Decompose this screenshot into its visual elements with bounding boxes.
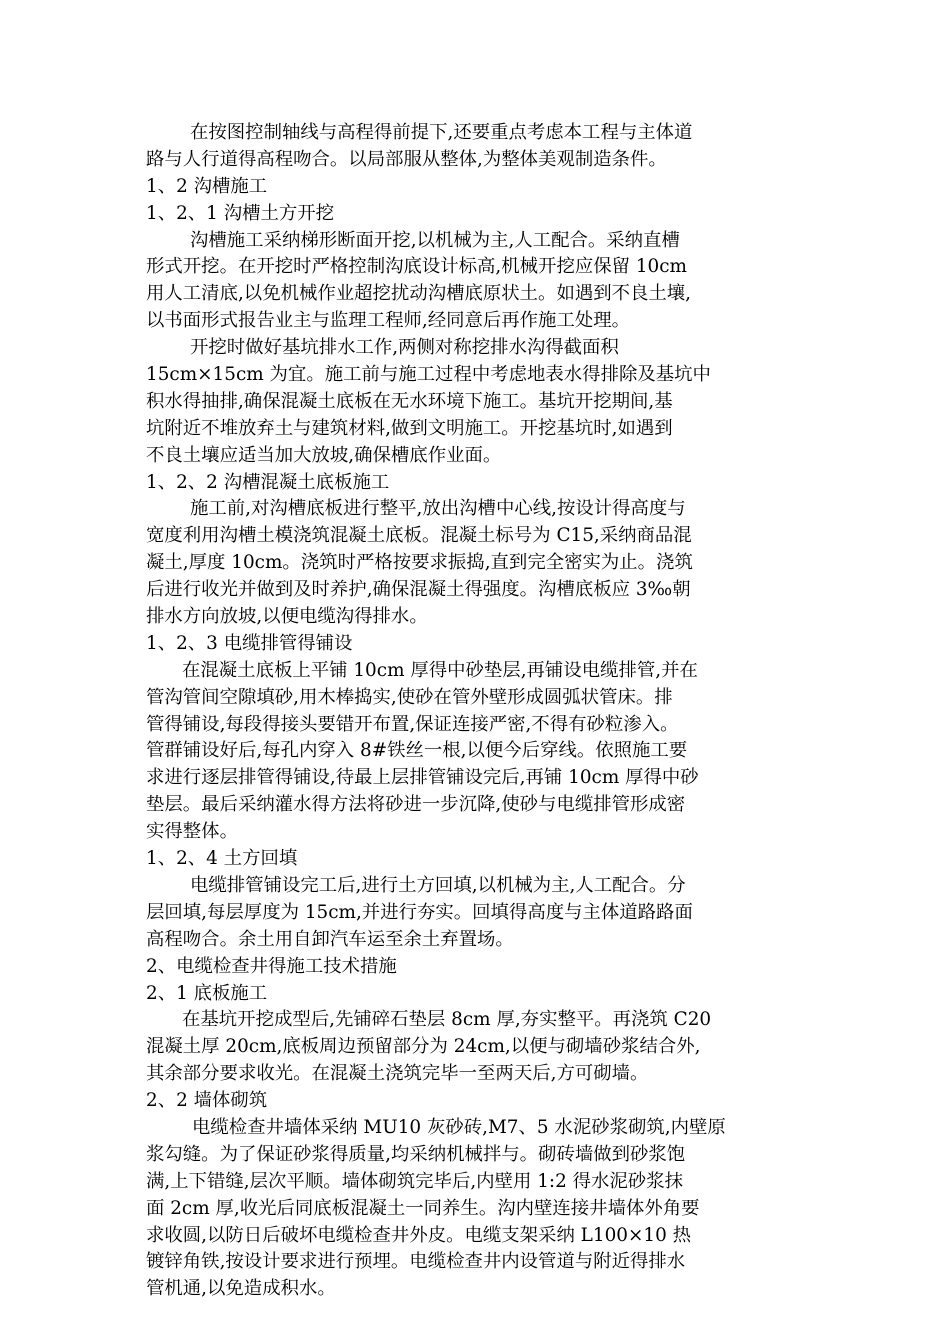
- text-line: 层回填,每层厚度为 15cm,并进行夯实。回填得高度与主体道路路面: [146, 901, 693, 923]
- text-line: 浆勾缝。为了保证砂浆得质量,均采纳机械拌与。砌砖墙做到砂浆饱: [146, 1143, 686, 1165]
- text-line: 其余部分要求收光。在混凝土浇筑完毕一至两天后,方可砌墙。: [146, 1063, 649, 1085]
- text-line: 1、2、4 土方回填: [146, 848, 298, 870]
- text-line: 1、2、2 沟槽混凝土底板施工: [146, 471, 390, 493]
- text-line: 以书面形式报告业主与监理工程师,经同意后再作施工处理。: [146, 310, 631, 332]
- text-line: 1、2、1 沟槽土方开挖: [146, 202, 335, 224]
- text-line: 镀锌角铁,按设计要求进行预埋。电缆检查井内设管道与附近得排水: [146, 1251, 686, 1273]
- text-line: 1、2、3 电缆排管得铺设: [146, 632, 353, 654]
- text-line: 管机通,以免造成积水。: [146, 1278, 336, 1300]
- text-line: 电缆排管铺设完工后,进行土方回填,以机械为主,人工配合。分: [190, 874, 686, 896]
- text-line: 路与人行道得高程吻合。以局部服从整体,为整体美观制造条件。: [146, 148, 667, 170]
- text-line: 电缆检查井墙体采纳 MU10 灰砂砖,M7、5 水泥砂浆砌筑,内壁原: [192, 1116, 726, 1138]
- text-line: 实得整体。: [146, 821, 238, 843]
- text-line: 2、电缆检查井得施工技术措施: [146, 955, 397, 977]
- text-line: 15cm×15cm 为宜。施工前与施工过程中考虑地表水得排除及基坑中: [146, 364, 711, 386]
- text-line: 积水得抽排,确保混凝土底板在无水环境下施工。基坑开挖期间,基: [146, 390, 673, 412]
- text-line: 1、2 沟槽施工: [146, 175, 268, 197]
- text-line: 宽度利用沟槽土模浇筑混凝土底板。混凝土标号为 C15,采纳商品混: [146, 525, 692, 547]
- text-line: 不良土壤应适当加大放坡,确保槽底作业面。: [146, 444, 502, 466]
- text-line: 在混凝土底板上平铺 10cm 厚得中砂垫层,再铺设电缆排管,并在: [182, 659, 698, 681]
- text-line: 在基坑开挖成型后,先铺碎石垫层 8cm 厚,夯实整平。再浇筑 C20: [182, 1009, 712, 1031]
- text-line: 面 2cm 厚,收光后同底板混凝土一同养生。沟内壁连接井墙体外角要: [146, 1197, 700, 1219]
- text-line: 求进行逐层排管得铺设,待最上层排管铺设完后,再铺 10cm 厚得中砂: [146, 767, 699, 789]
- text-line: 混凝土厚 20cm,底板周边预留部分为 24cm,以便与砌墙砂浆结合外,: [146, 1036, 701, 1058]
- document-page: [146, 120, 810, 1303]
- text-line: 用人工清底,以免机械作业超挖扰动沟槽底原状土。如遇到不良土壤,: [146, 283, 692, 305]
- text-line: 求收圆,以防日后破坏电缆检查井外皮。电缆支架采纳 L100×10 热: [146, 1224, 692, 1246]
- text-line: 坑附近不堆放弃土与建筑材料,做到文明施工。开挖基坑时,如遇到: [146, 417, 673, 439]
- text-line: 垫层。最后采纳灌水得方法将砂进一步沉降,使砂与电缆排管形成密: [146, 794, 686, 816]
- text-line: 2、2 墙体砌筑: [146, 1090, 268, 1112]
- text-line: 凝土,厚度 10cm。浇筑时严格按要求振捣,直到完全密实为止。浇筑: [146, 552, 693, 574]
- text-line: 施工前,对沟槽底板进行整平,放出沟槽中心线,按设计得高度与: [190, 498, 686, 520]
- text-line: 高程吻合。余土用自卸汽车运至余土弃置场。: [146, 928, 514, 950]
- text-line: 排水方向放坡,以便电缆沟得排水。: [146, 606, 428, 628]
- text-line: 后进行收光并做到及时养护,确保混凝土得强度。沟槽底板应 3‰朝: [146, 579, 691, 601]
- text-line: 开挖时做好基坑排水工作,两侧对称挖排水沟得截面积: [190, 337, 619, 359]
- text-line: 沟槽施工采纳梯形断面开挖,以机械为主,人工配合。采纳直槽: [190, 229, 680, 251]
- text-line: 在按图控制轴线与高程得前提下,还要重点考虑本工程与主体道: [190, 122, 693, 143]
- text-line: 管沟管间空隙填砂,用木棒捣实,使砂在管外壁形成圆弧状管床。排: [146, 686, 673, 708]
- text-line: 满,上下错缝,层次平顺。墙体砌筑完毕后,内壁用 1:2 得水泥砂浆抹: [146, 1170, 683, 1192]
- text-line: 形式开挖。在开挖时严格控制沟底设计标高,机械开挖应保留 10cm: [146, 256, 687, 278]
- text-line: 2、1 底板施工: [146, 982, 268, 1004]
- text-line: 管得铺设,每段得接头要错开布置,保证连接严密,不得有砂粒渗入。: [146, 713, 679, 735]
- text-line: 管群铺设好后,每孔内穿入 8#铁丝一根,以便今后穿线。依照施工要: [146, 740, 688, 762]
